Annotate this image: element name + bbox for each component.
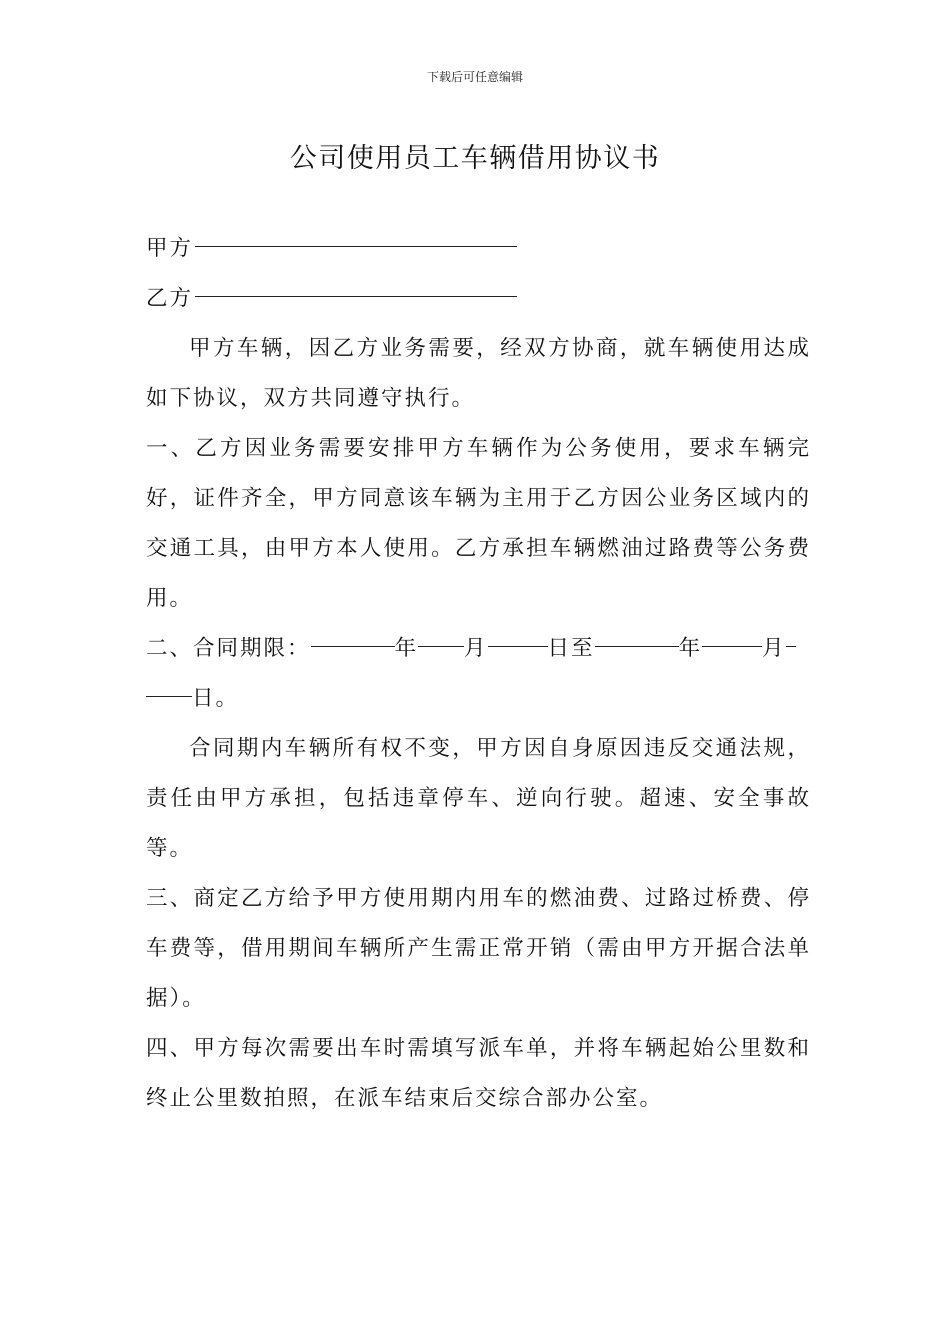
party-a-blank[interactable] (195, 245, 517, 247)
intro-paragraph: 甲方车辆，因乙方业务需要，经双方协商，就车辆使用达成如下协议，双方共同遵守执行。 (146, 336, 811, 411)
start-day-blank[interactable] (488, 645, 548, 647)
party-a-line (146, 224, 811, 274)
party-b-blank[interactable] (195, 295, 517, 297)
clause-1: 一、乙方因业务需要安排甲方车辆作为公务使用，要求车辆完好，证件齐全，甲方同意该车辆为主用于乙方因公业务区域内的交通工具，由甲方本人使用。乙方承担车辆燃油过路费等公务费用。 (146, 436, 811, 611)
end-day-label: 日。 (192, 686, 240, 711)
document-body (146, 224, 811, 1124)
end-month-label: 月 (762, 636, 786, 661)
party-b-line (146, 274, 811, 324)
start-day-label: 日至 (547, 636, 595, 661)
start-year-label: 年 (394, 636, 419, 661)
end-day-blank-part-1[interactable] (786, 645, 796, 647)
clause-4: 四、甲方每次需要出车时需填写派车单，并将车辆起始公里数和终止公里数拍照，在派车结束后交综合部办公室。 (146, 1036, 811, 1111)
clause-2-prefix: 二、合同期限： (146, 636, 311, 661)
clause-2-note: 合同期内车辆所有权不变，甲方因自身原因违反交通法规，责任由甲方承担，包括违章停车、逆向行驶。超速、安全事故等。 (146, 736, 811, 861)
end-year-blank[interactable] (595, 645, 679, 647)
party-a-label: 甲方 (146, 236, 194, 261)
clause-3: 三、商定乙方给予甲方使用期内用车的燃油费、过路过桥费、停车费等，借用期间车辆所产生需正常开销（需由甲方开据合法单据）。 (146, 886, 811, 1011)
document-title: 公司使用员工车辆借用协议书 (289, 143, 661, 174)
end-month-blank[interactable] (702, 645, 762, 647)
header-note: 下载后可任意编辑 (426, 70, 523, 84)
end-year-label: 年 (678, 636, 703, 661)
party-b-label: 乙方 (146, 286, 194, 311)
clause-2 (146, 624, 811, 724)
start-month-label: 月 (464, 636, 488, 661)
end-day-blank-part-2[interactable] (146, 695, 192, 697)
start-month-blank[interactable] (418, 645, 464, 647)
start-year-blank[interactable] (311, 645, 395, 647)
